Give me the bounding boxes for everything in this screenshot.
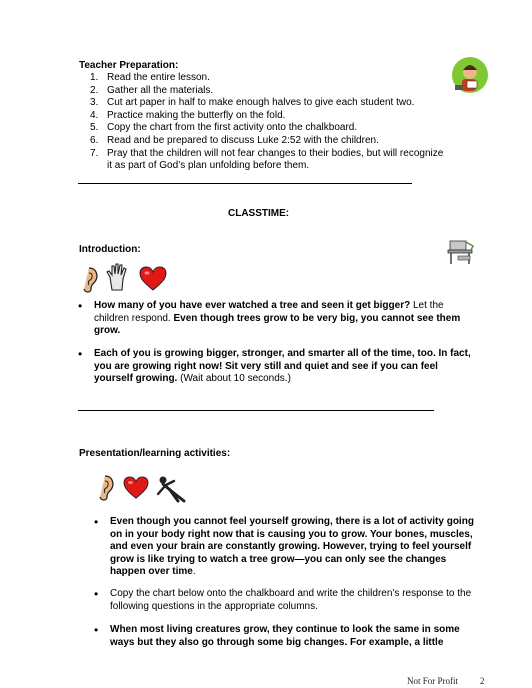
- classtime-heading: CLASSTIME:: [228, 208, 290, 219]
- teacher-preparation-list: [90, 72, 450, 173]
- list-item: 6. Read and be prepared to discuss Luke 2:52 with the children.: [90, 134, 379, 146]
- teacher-clipart-icon: [450, 55, 490, 95]
- bullet-marker: •: [78, 347, 83, 361]
- bullet-marker: •: [94, 623, 99, 637]
- presentation-bullet-1: Even though you cannot feel yourself growing, there is a lot of activity going on in your body right now that is causing you to grow. Your bones, muscles, and even your brain are constantly growing. However, trying to feel yourself grow is like trying to watch a tree grow—you can only see the changes happen over time.: [110, 516, 474, 578]
- presentation-bullet-2: Copy the chart below onto the chalkboard and write the children’s response to the following questions in the appropriate columns.: [110, 588, 472, 612]
- list-item: 4. Practice making the butterfly on the fold.: [90, 109, 286, 121]
- footer-text: Not For Profit: [407, 676, 459, 686]
- divider: [78, 183, 412, 184]
- presentation-heading: Presentation/learning activities:: [79, 448, 231, 459]
- bullet-marker: •: [78, 299, 83, 313]
- heart-icon: [139, 266, 167, 292]
- list-item: 5. Copy the chart from the first activity onto the chalkboard.: [90, 122, 358, 134]
- hand-icon: [105, 262, 131, 292]
- bullet-marker: •: [94, 587, 99, 601]
- ear-icon: [79, 266, 99, 294]
- stretching-person-icon: [154, 474, 190, 504]
- ear-icon: [95, 474, 115, 502]
- desk-clipart-icon: [444, 238, 476, 266]
- page-number: 2: [480, 676, 485, 686]
- list-item: 3. Cut art paper in half to make enough halves to give each student two.: [90, 97, 415, 109]
- intro-bullet-2: Each of you is growing bigger, stronger, and smarter all of the time, too. In fact, you are growing right now! Sit very still and quiet and see if you can feel yourself growing. (Wait about 10 seconds.): [94, 348, 471, 385]
- divider: [78, 410, 434, 411]
- intro-bullet-1: How many of you have ever watched a tree and seen it get bigger? Let the children respond. Even though trees grow to be very big, you cannot see them grow.: [94, 300, 461, 337]
- presentation-bullet-3: When most living creatures grow, they continue to look the same in some ways but they also go through some big changes. For example, a little: [110, 624, 460, 648]
- heart-icon: [122, 476, 150, 500]
- list-item: 7. Pray that the children will not fear changes to their bodies, but will recognize it as part of God’s plan unfolding before them.: [90, 147, 444, 172]
- list-item: 2. Gather all the materials.: [90, 84, 214, 96]
- teacher-preparation-heading: Teacher Preparation:: [79, 60, 179, 71]
- bullet-marker: •: [94, 515, 99, 529]
- introduction-heading: Introduction:: [79, 244, 141, 255]
- list-item: 1. Read the entire lesson.: [90, 72, 210, 83]
